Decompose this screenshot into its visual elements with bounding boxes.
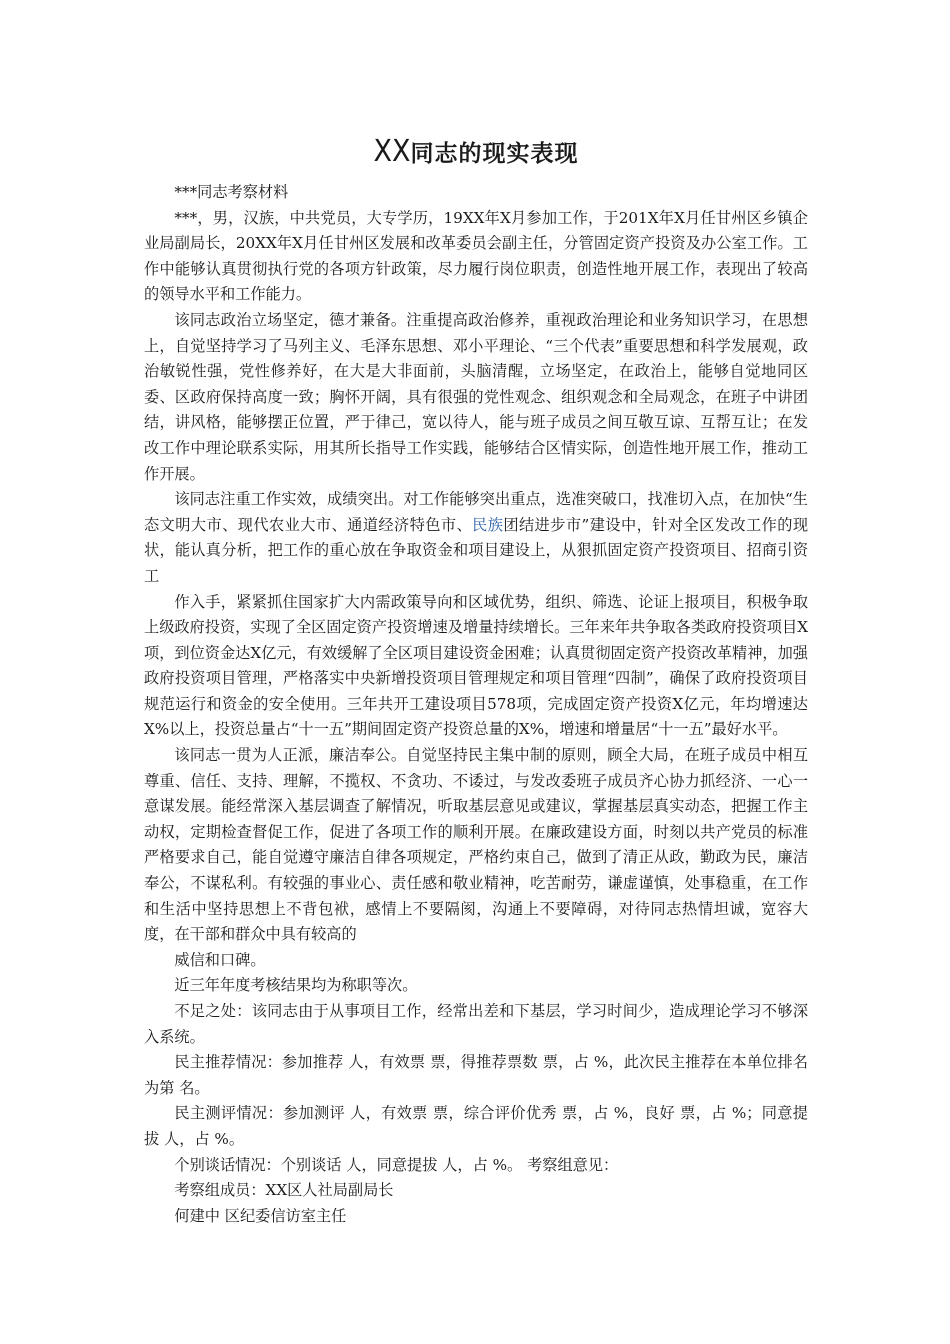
paragraph: 何建中 区纪委信访室主任	[174, 1206, 347, 1225]
paragraph: 该同志注重工作实效，成绩突出。对工作能够突出重点，选准突破口，找准切入点，在加快“生态文明大市、现代农业大市、通道经济特色市、民族团结进步市”建设中，针对全区发改工作的现状，能认真分析，把工作的重心放在争取资金和项目建设上，从狠抓固定资产投资项目、招商引资工	[144, 490, 809, 585]
title-rest: 同志的现实表现	[410, 140, 579, 167]
document-title	[144, 130, 808, 176]
paragraph: 作入手，紧紧抓住国家扩大内需政策导向和区域优势，组织、筛选、论证上报项目，积极争取上级政府投资，实现了全区固定资产投资增速及增量持续增长。三年来年共争取各类政府投资项目X项，到位资金达X亿元，有效缓解了全区项目建设资金困难；认真贯彻固定资产投资改革精神，加强政府投资项目管理，严格落实中央新增投资项目管理规定和项目管理“四制”，确保了政府投资项目规范运行和资金的安全使用。三年共开工建设项目578项，完成固定资产投资X亿元，年均增速达X%以上，投资总量占“十一五”期间固定资产投资总量的X%，增速和增量居“十一五”最好水平。	[144, 592, 808, 739]
paragraph: 考察组成员：XX区人社局副局长	[174, 1181, 394, 1200]
paragraph: 该同志一贯为人正派，廉洁奉公。自觉坚持民主集中制的原则，顾全大局，在班子成员中相互尊重、信任、支持、理解，不揽权、不贪功、不诿过，与发改委班子成员齐心协力抓经济、一心一意谋发展。能经常深入基层调查了解情况，听取基层意见或建议，掌握基层真实动态，把握工作主动权，定期检查督促工作，促进了各项工作的顺利开展。在廉政建设方面，时刻以共产党员的标准严格要求自己，能自觉遵守廉洁自律各项规定，严格约束自己，做到了清正从政，勤政为民，廉洁奉公，不谋私利。有较强的事业心、责任感和敬业精神，吃苦耐劳，谦虚谨慎，处事稳重，在工作和生活中坚持思想上不背包袱，感情上不要隔阂，沟通上不要障碍，对待同志热情坦诚，宽容大度，在干部和群众中具有较高的	[144, 746, 808, 944]
paragraph: 个别谈话情况：个别谈话 人，同意提拔 人，占 %。 考察组意见：	[174, 1155, 619, 1174]
paragraph: 近三年年度考核结果均为称职等次。	[174, 976, 418, 995]
document-body	[144, 180, 808, 1229]
document-page	[144, 130, 808, 1229]
paragraph: 威信和口碑。	[174, 950, 266, 969]
paragraph: 民主推荐情况：参加推荐 人，有效票 票，得推荐票数 票，占 %，此次民主推荐在本单位排名为第 名。	[144, 1053, 808, 1097]
highlight-word: 民族	[472, 515, 504, 534]
paragraph: 不足之处：该同志由于从事项目工作，经常出差和下基层，学习时间少，造成理论学习不够深入系统。	[144, 1002, 808, 1046]
paragraph: ***同志考察材料	[174, 183, 289, 201]
paragraph: ***，男，汉族，中共党员，大专学历，19XX年X月参加工作，于201X年X月任甘州区乡镇企业局副局长，20XX年X月任甘州区发展和改革委员会副主任，分管固定资产投资及办公室工作。工作中能够认真贯彻执行党的各项方针政策，尽力履行岗位职责，创造性地开展工作，表现出了较高的领导水平和工作能力。	[144, 208, 808, 304]
title-prefix: XX	[373, 134, 411, 169]
paragraph: 民主测评情况：参加测评 人，有效票 票，综合评价优秀 票，占 %，良好 票，占 %；同意提拔 人，占 %。	[144, 1104, 808, 1148]
paragraph: 该同志政治立场坚定，德才兼备。注重提高政治修养，重视政治理论和业务知识学习，在思想上，自觉坚持学习了马列主义、毛泽东思想、邓小平理论、“三个代表”重要思想和科学发展观，政治敏锐性强，党性修养好，在大是大非面前，头脑清醒，立场坚定，在政治上，能够自觉地同区委、区政府保持高度一致；胸怀开阔，具有很强的党性观念、组织观念和全局观念，在班子中讲团结，讲风格，能够摆正位置，严于律己，宽以待人，能与班子成员之间互敬互谅、互帮互让；在发改工作中理论联系实际，用其所长指导工作实践，能够结合区情实际，创造性地开展工作，推动工作开展。	[144, 310, 808, 483]
